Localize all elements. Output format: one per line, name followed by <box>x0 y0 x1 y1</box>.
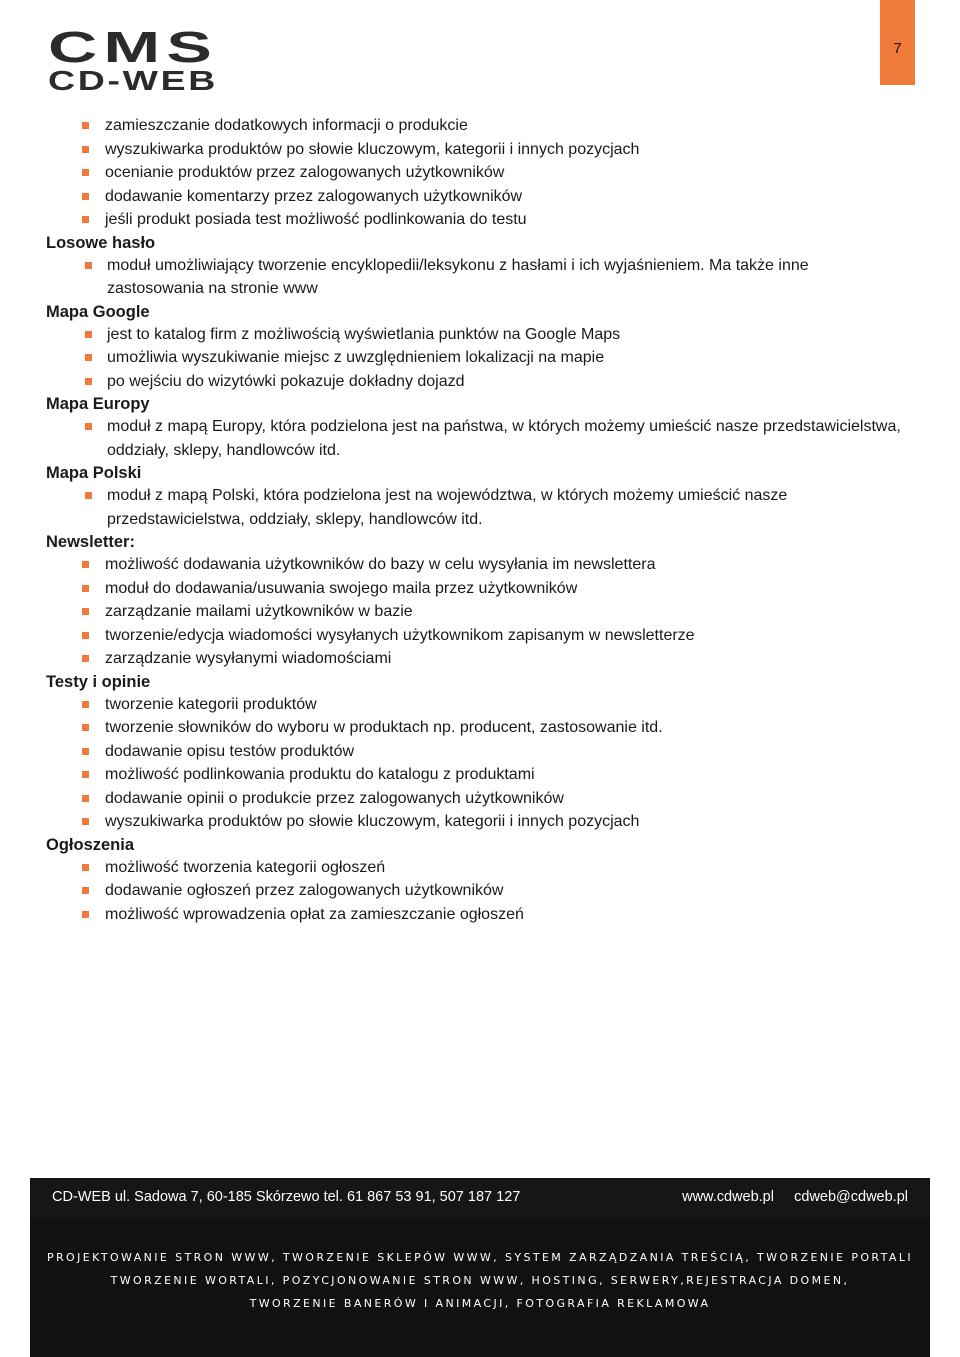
list-item: wyszukiwarka produktów po słowie kluczowym, kategorii i innych pozycjach <box>46 138 906 162</box>
services-line-2: TWORZENIE WORTALI, POZYCJONOWANIE STRON WWW, HOSTING, SERWERY,REJESTRACJA DOMEN, <box>110 1274 850 1287</box>
list-item: dodawanie opisu testów produktów <box>46 740 906 764</box>
logo-top-text: CMS <box>48 24 218 72</box>
services-line-1: PROJEKTOWANIE STRON WWW, TWORZENIE SKLEPÓW WWW, SYSTEM ZARZĄDZANIA TREŚCIĄ, TWORZENIE PORTALI <box>46 1251 914 1264</box>
section-heading: Newsletter: <box>46 533 135 551</box>
list-item: możliwość wprowadzenia opłat za zamieszczanie ogłoszeń <box>46 903 906 927</box>
list-item: dodawanie ogłoszeń przez zalogowanych użytkowników <box>46 879 906 903</box>
list-item: zarządzanie mailami użytkowników w bazie <box>46 600 906 624</box>
section-list <box>46 693 906 834</box>
list-item: zarządzanie wysyłanymi wiadomościami <box>46 647 906 671</box>
list-item: moduł do dodawania/usuwania swojego maila przez użytkowników <box>46 577 906 601</box>
section-heading: Mapa Google <box>46 302 150 321</box>
section-list <box>46 323 906 394</box>
list-item: dodawanie komentarzy przez zalogowanych użytkowników <box>46 185 906 209</box>
list-item: umożliwia wyszukiwanie miejsc z uwzględnieniem lokalizacji na mapie <box>46 346 906 370</box>
section-list <box>46 254 906 301</box>
list-item: możliwość dodawania użytkowników do bazy w celu wysyłania im newslettera <box>46 553 906 577</box>
page-number-tab <box>880 0 915 85</box>
section-heading: Mapa Europy <box>46 395 150 413</box>
email-link[interactable]: cdweb@cdweb.pl <box>794 1189 908 1205</box>
list-item: możliwość podlinkowania produktu do katalogu z produktami <box>46 763 906 787</box>
website-link[interactable]: www.cdweb.pl <box>682 1189 774 1205</box>
list-item: możliwość tworzenia kategorii ogłoszeń <box>46 856 906 880</box>
section-list <box>46 856 906 927</box>
logo-bottom-text: CD-WEB <box>48 65 218 94</box>
footer-links <box>682 1189 908 1205</box>
list-item: tworzenie słowników do wyboru w produktach np. producent, zastosowanie itd. <box>46 716 906 740</box>
document-content <box>46 114 906 926</box>
list-item: po wejściu do wizytówki pokazuje dokładny dojazd <box>46 370 906 394</box>
section-list <box>46 553 906 671</box>
list-item: tworzenie/edycja wiadomości wysyłanych użytkownikom zapisanym w newsletterze <box>46 624 906 648</box>
list-item: dodawanie opinii o produkcie przez zalogowanych użytkowników <box>46 787 906 811</box>
footer-address: CD-WEB ul. Sadowa 7, 60-185 Skórzewo tel. 61 867 53 91, 507 187 127 <box>52 1189 521 1205</box>
section-heading: Losowe hasło <box>46 233 156 252</box>
list-item: jest to katalog firm z możliwością wyświetlania punktów na Google Maps <box>46 323 906 347</box>
cms-cd-web-logo <box>46 24 222 94</box>
page-number: 7 <box>893 40 902 57</box>
section-list <box>46 415 906 462</box>
list-item: moduł z mapą Polski, która podzielona jest na województwa, w których możemy umieścić nasze przedstawicielstwa, oddziały, sklepy, handlowców itd. <box>46 484 906 531</box>
list-item: jeśli produkt posiada test możliwość podlinkowania do testu <box>46 208 906 232</box>
list-item: ocenianie produktów przez zalogowanych użytkowników <box>46 161 906 185</box>
list-item: moduł umożliwiający tworzenie encyklopedii/leksykonu z hasłami i ich wyjaśnieniem. Ma także inne zastosowania na stronie www <box>46 254 906 301</box>
list-item: moduł z mapą Europy, która podzielona jest na państwa, w których możemy umieścić nasze przedstawicielstwa, oddziały, sklepy, handlowców itd. <box>46 415 906 462</box>
section-list <box>46 484 906 531</box>
footer-contact-bar <box>30 1178 930 1219</box>
list-item: wyszukiwarka produktów po słowie kluczowym, kategorii i innych pozycjach <box>46 810 906 834</box>
section-heading: Mapa Polski <box>46 464 142 482</box>
section-heading: Testy i opinie <box>46 672 151 691</box>
footer-services-panel <box>30 1219 930 1357</box>
list-item: tworzenie kategorii produktów <box>46 693 906 717</box>
list-item: zamieszczanie dodatkowych informacji o produkcie <box>46 114 906 138</box>
intro-list <box>46 114 906 232</box>
services-line-3: TWORZENIE BANERÓW I ANIMACJI, FOTOGRAFIA REKLAMOWA <box>249 1297 711 1310</box>
section-heading: Ogłoszenia <box>46 835 135 854</box>
